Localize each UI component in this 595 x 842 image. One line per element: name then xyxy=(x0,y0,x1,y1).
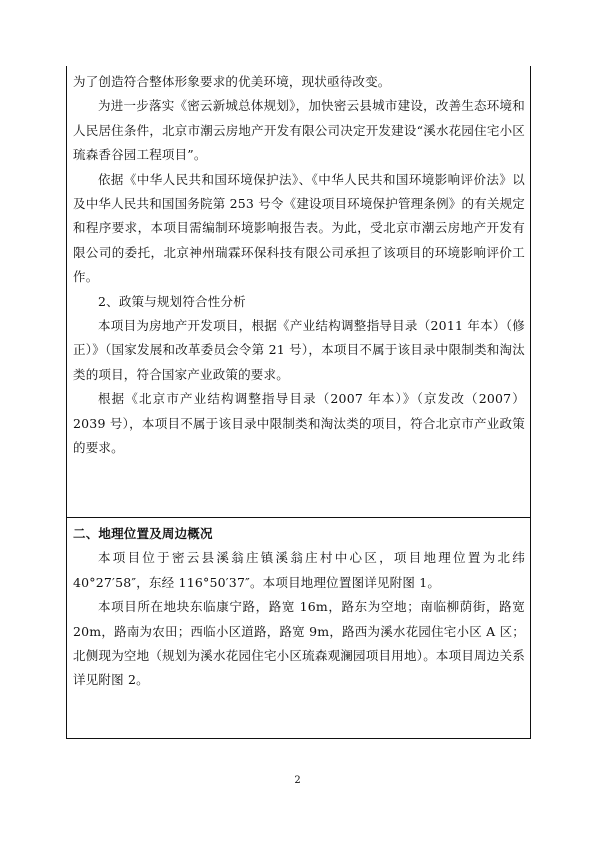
section-1-content xyxy=(73,70,525,461)
paragraph-location: 本项目位于密云县溪翁庄镇溪翁庄村中心区，项目地理位置为北纬 40°27′58″，东经 116°50′37″。本项目地理位置图详见附图 1。 xyxy=(73,550,525,590)
section-2-content xyxy=(73,522,525,693)
page-number: 2 xyxy=(294,775,301,786)
paragraph-beijing-policy: 根据《北京市产业结构调整指导目录（2007 年本）》（京发改（2007）2039 号），本项目不属于该目录中限制类和淘汰类的项目，符合北京市产业政策的要求。 xyxy=(73,391,525,456)
section-divider xyxy=(67,517,530,518)
paragraph-project-background: 为进一步落实《密云新城总体规划》，加快密云县城市建设，改善生态环境和人民居住条件，北京市潮云房地产开发有限公司决定开发建设“溪水花园住宅小区琉森香谷园工程项目”。 xyxy=(73,98,525,163)
section-heading-location: 二、地理位置及周边概况 xyxy=(73,526,213,541)
paragraph-national-policy: 本项目为房地产开发项目，根据《产业结构调整指导目录（2011 年本）（修正）》（国家发展和改革委员会令第 21 号），本项目不属于该目录中限制类和淘汰类的项目，符合国家产业政策的要求。 xyxy=(73,318,525,382)
page-frame xyxy=(66,66,531,739)
paragraph-continuation: 为了创造符合整体形象要求的优美环境，现状亟待改变。 xyxy=(73,74,391,89)
paragraph-legal-basis: 依据《中华人民共和国环境保护法》、《中华人民共和国环境影响评价法》以及中华人民共和国国务院第 253 号令《建设项目环境保护管理条例》的有关规定和程序要求，本项目需编制环境影响报告表。为此，受北京市潮云房地产开发有限公司的委托，北京神州瑞霖环保科技有限公司承担了该项目的环境影响评价工作。 xyxy=(73,171,525,285)
paragraph-surroundings: 本项目所在地块东临康宁路，路宽 16m，路东为空地；南临柳荫街，路宽 20m，路南为农田；西临小区道路，路宽 9m，路西为溪水花园住宅小区 A 区；北侧现为空地（规划为溪水花园住宅小区琉森观澜园项目用地）。本项目周边关系详见附图 2。 xyxy=(73,599,525,688)
subsection-heading-policy: 2、政策与规划符合性分析 xyxy=(98,293,246,309)
